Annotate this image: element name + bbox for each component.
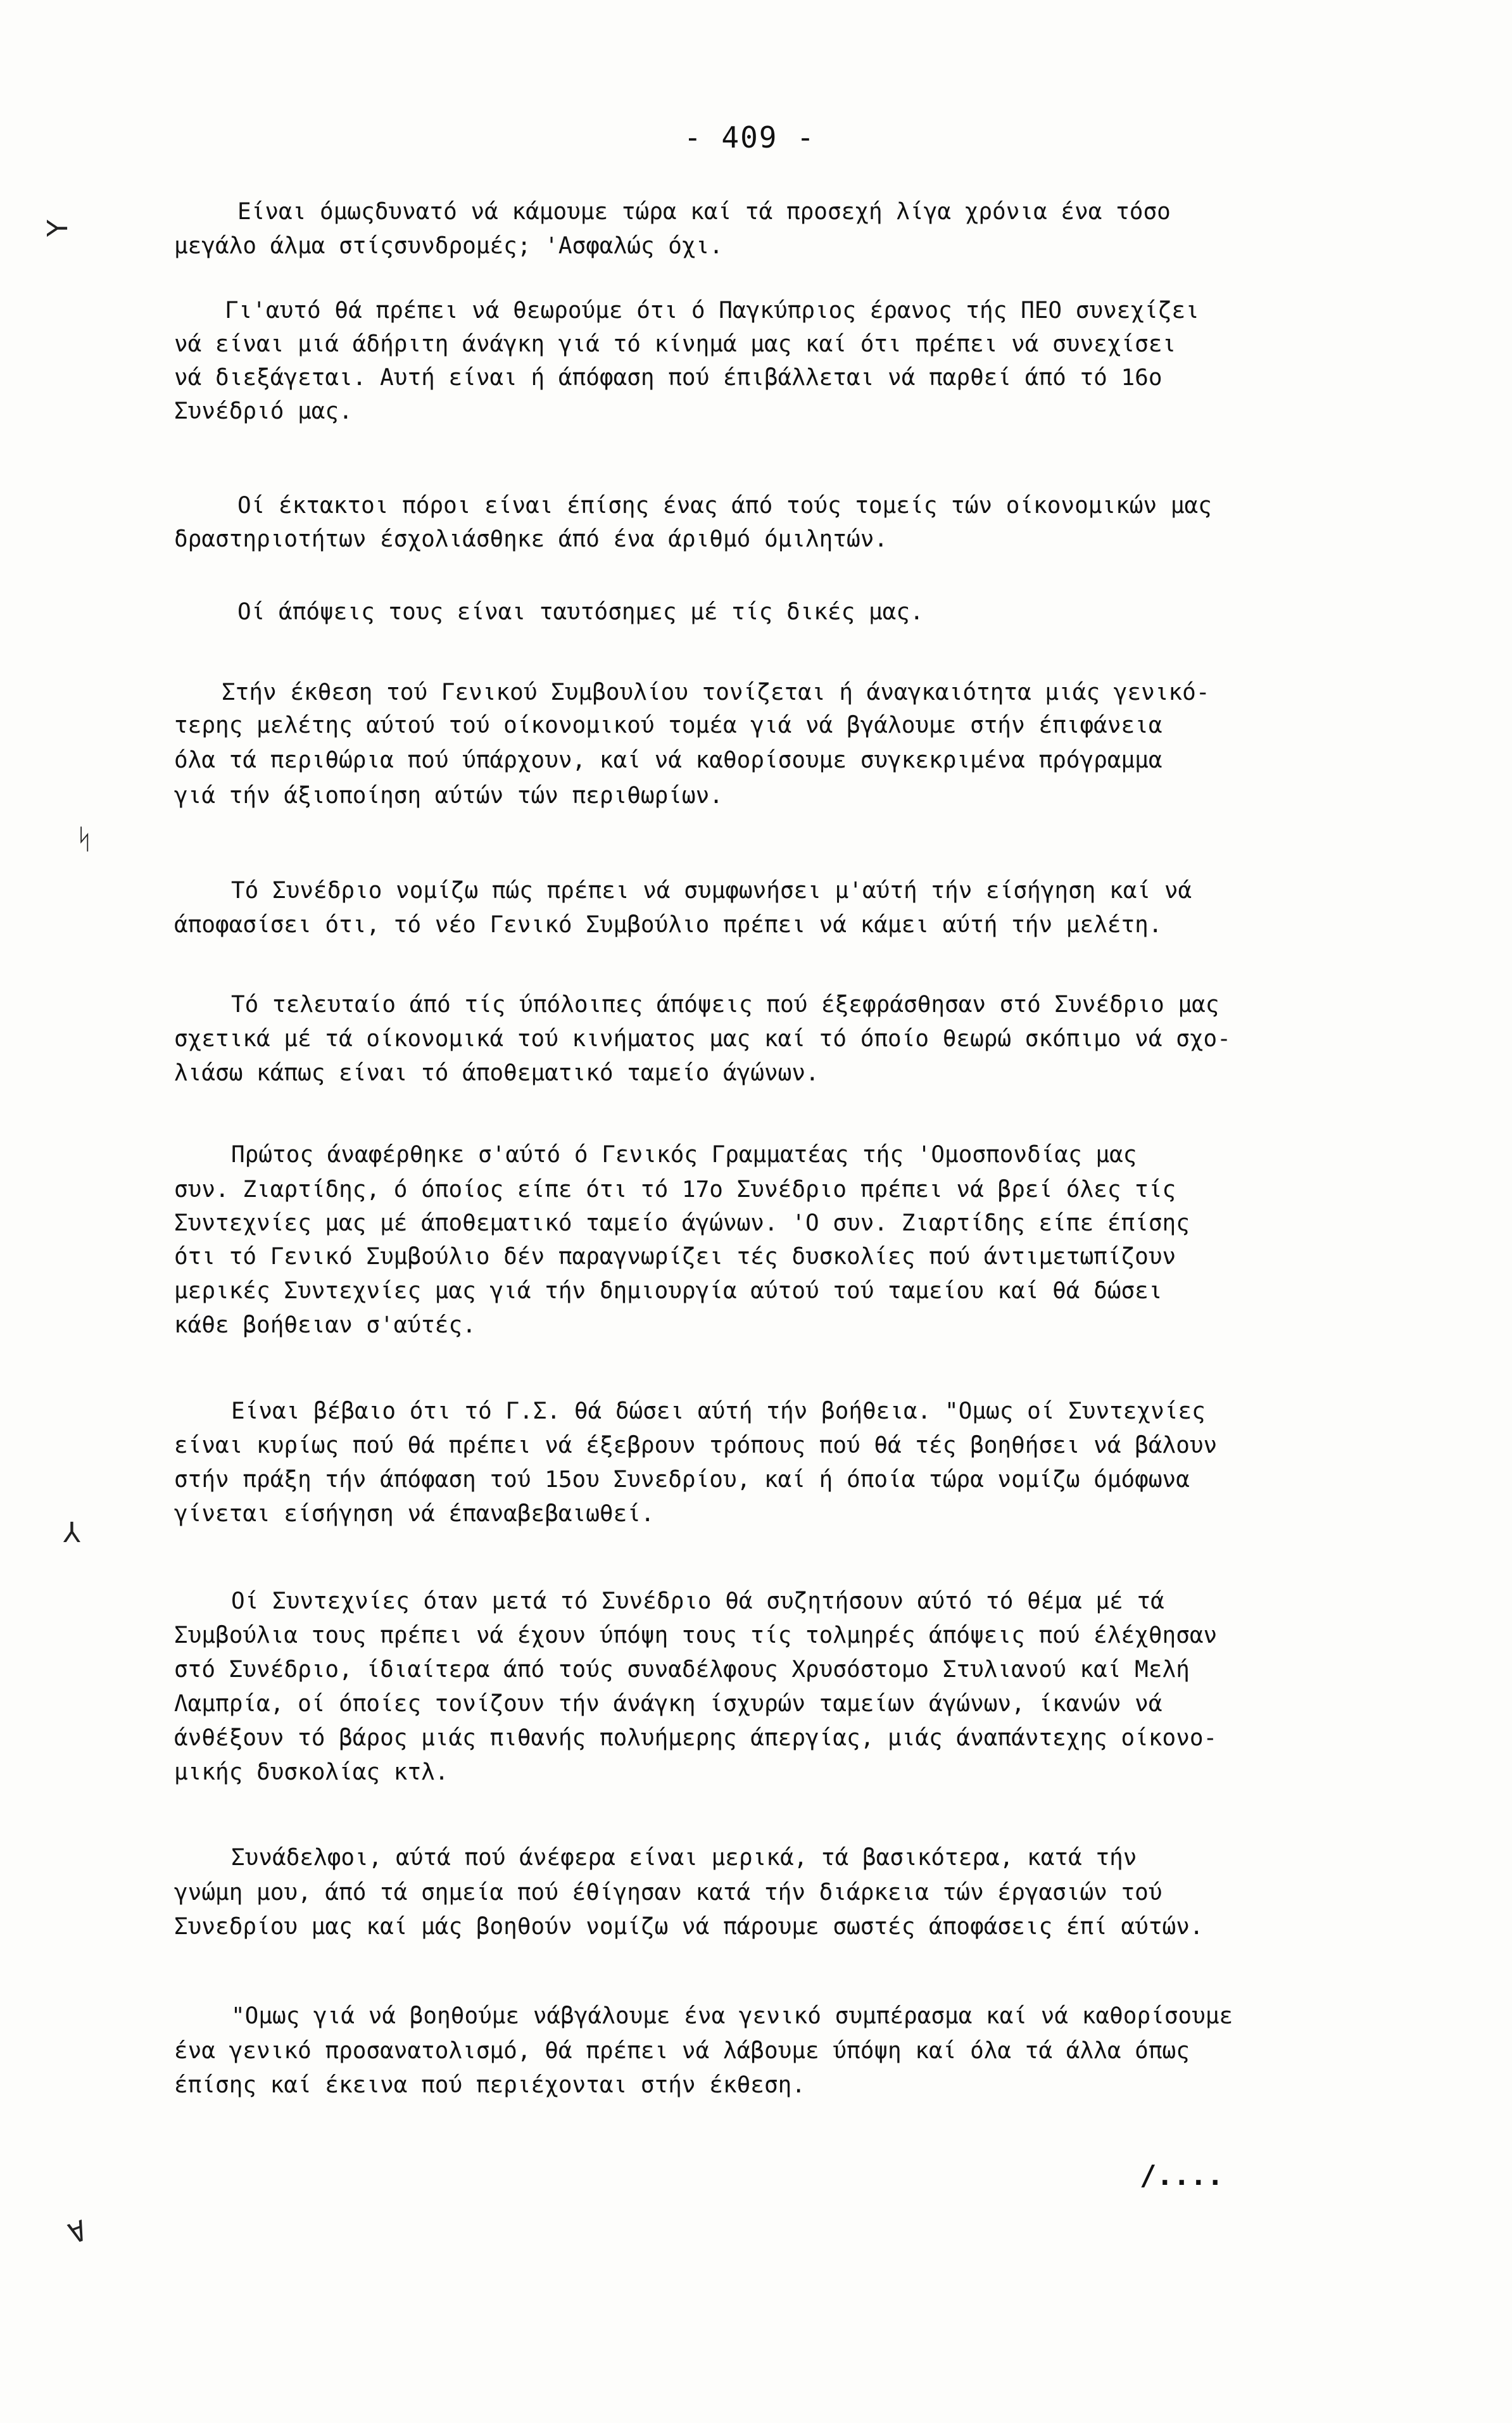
text-line: Οί έκτακτοι πόροι είναι έπίσης ένας άπό τούς τομείς τών οίκονομικών μας [237, 493, 1212, 519]
text-line: νά διεξάγεται. Αυτή είναι ή άπόφαση πού έπιβάλλεται νά παρθεί άπό τό 16ο [174, 365, 1162, 391]
text-line: μικής δυσκολίας κτλ. [174, 1759, 449, 1785]
text-line: στήν πράξη τήν άπόφαση τού 15ου Συνεδρίου, καί ή όποία τώρα νομίζω όμόφωνα [174, 1467, 1190, 1493]
text-line: Είναι όμωςδυνατό νά κάμουμε τώρα καί τά προσεχή λίγα χρόνια ένα τόσο [237, 199, 1171, 225]
text-line: Συντεχνίες μας μέ άποθεματικό ταμείο άγώνων. 'Ο συν. Ζιαρτίδης είπε έπίσης [174, 1210, 1190, 1236]
text-line: μερικές Συντεχνίες μας γιά τήν δημιουργία αύτού τού ταμείου καί θά δώσει [174, 1278, 1162, 1304]
text-line: Συνάδελφοι, αύτά πού άνέφερα είναι μερικά, τά βασικότερα, κατά τήν [231, 1845, 1137, 1871]
text-line: Τό τελευταίο άπό τίς ύπόλοιπες άπόψεις πού έξεφράσθησαν στό Συνέδριο μας [231, 992, 1219, 1018]
text-line: γιά τήν άξιοποίηση αύτών τών περιθωρίων. [174, 783, 723, 809]
text-line: δραστηριοτήτων έσχολιάσθηκε άπό ένα άριθμό όμιλητών. [174, 526, 888, 552]
text-line: Οί άπόψεις τους είναι ταυτόσημες μέ τίς δικές μας. [237, 599, 924, 625]
text-line: Συμβούλια τους πρέπει νά έχουν ύπόψη τους τίς τολμηρές άπόψεις πού έλέχθησαν [174, 1623, 1218, 1648]
text-line: στό Συνέδριο, ίδιαίτερα άπό τούς συναδέλφους Χρυσόστομο Στυλιανού καί Μελή [174, 1657, 1190, 1683]
text-line: ότι τό Γενικό Συμβούλιο δέν παραγνωρίζει τές δυσκολίες πού άντιμετωπίζουν [174, 1244, 1176, 1270]
text-line: είναι κυρίως πού θά πρέπει νά έξεβρουν τρόπους πού θά τές βοηθήσει νά βάλουν [174, 1433, 1218, 1458]
margin-mark: ᛋ [76, 823, 93, 856]
text-line: μεγάλο άλμα στίςσυνδρομές; 'Ασφαλώς όχι. [174, 233, 723, 259]
text-line: Οί Συντεχνίες όταν μετά τό Συνέδριο θά συζητήσουν αύτό τό θέμα μέ τά [231, 1588, 1164, 1614]
text-line: ένα γενικό προσανατολισμό, θά πρέπει νά λάβουμε ύπόψη καί όλα τά άλλα όπως [174, 2038, 1190, 2064]
text-line: Τό Συνέδριο νομίζω πώς πρέπει νά συμφωνήσει μ'αύτή τήν είσήγηση καί νά [231, 878, 1192, 904]
text-line: κάθε βοήθειαν σ'αύτές. [174, 1312, 476, 1338]
text-line: άποφασίσει ότι, τό νέο Γενικό Συμβούλιο πρέπει νά κάμει αύτή τήν μελέτη. [174, 912, 1162, 938]
margin-mark: ⅄ [39, 220, 72, 237]
text-line: τερης μελέτης αύτού τού οίκονομικού τομέα γιά νά βγάλουμε στήν έπιφάνεια [174, 712, 1162, 738]
text-line: άνθέξουν τό βάρος μιάς πιθανής πολυήμερης άπεργίας, μιάς άναπάντεχης οίκονο- [174, 1725, 1218, 1751]
continuation-mark: /.... [1140, 2160, 1224, 2192]
text-line: Είναι βέβαιο ότι τό Γ.Σ. θά δώσει αύτή τήν βοήθεια. "Ομως οί Συντεχνίες [231, 1398, 1206, 1424]
margin-mark: ⅄ [63, 1517, 80, 1549]
text-line: Πρώτος άναφέρθηκε σ'αύτό ό Γενικός Γραμματέας τής 'Ομοσπονδίας μας [231, 1142, 1137, 1168]
text-line: Στήν έκθεση τού Γενικού Συμβουλίου τονίζεται ή άναγκαιότητα μιάς γενικό- [222, 680, 1210, 705]
text-line: γνώμη μου, άπό τά σημεία πού έθίγησαν κατά τήν διάρκεια τών έργασιών τού [174, 1880, 1162, 1906]
text-line: νά είναι μιά άδήριτη άνάγκη γιά τό κίνημά μας καί ότι πρέπει νά συνεχίσει [174, 331, 1176, 357]
text-line: έπίσης καί έκεινα πού περιέχονται στήν έκθεση. [174, 2072, 805, 2098]
text-line: Συνέδριό μας. [174, 398, 353, 424]
text-line: όλα τά περιθώρια πού ύπάρχουν, καί νά καθορίσουμε συγκεκριμένα πρόγραμμα [174, 747, 1162, 773]
text-line: "Ομως γιά νά βοηθούμε νάβγάλουμε ένα γενικό συμπέρασμα καί νά καθορίσουμε [231, 2003, 1233, 2029]
text-line: Γι'αυτό θά πρέπει νά θεωρούμε ότι ό Παγκύπριος έρανος τής ΠΕΟ συνεχίζει [225, 298, 1199, 324]
text-line: Συνεδρίου μας καί μάς βοηθούν νομίζω νά πάρουμε σωστές άποφάσεις έπί αύτών. [174, 1914, 1204, 1940]
text-line: σχετικά μέ τά οίκονομικά τού κινήματος μας καί τό όποίο θεωρώ σκόπιμο νά σχο- [174, 1026, 1231, 1052]
text-line: συν. Ζιαρτίδης, ό όποίος είπε ότι τό 17ο Συνέδριο πρέπει νά βρεί όλες τίς [174, 1177, 1176, 1203]
text-line: Λαμπρία, οί όποίες τονίζουν τήν άνάγκη ίσχυρών ταμείων άγώνων, ίκανών νά [174, 1691, 1162, 1717]
margin-mark: Ɐ [65, 2215, 92, 2251]
text-line: γίνεται είσήγηση νά έπαναβεβαιωθεί. [174, 1501, 655, 1527]
text-line: λιάσω κάπως είναι τό άποθεματικό ταμείο άγώνων. [174, 1060, 819, 1086]
page-number: - 409 - [684, 120, 816, 155]
